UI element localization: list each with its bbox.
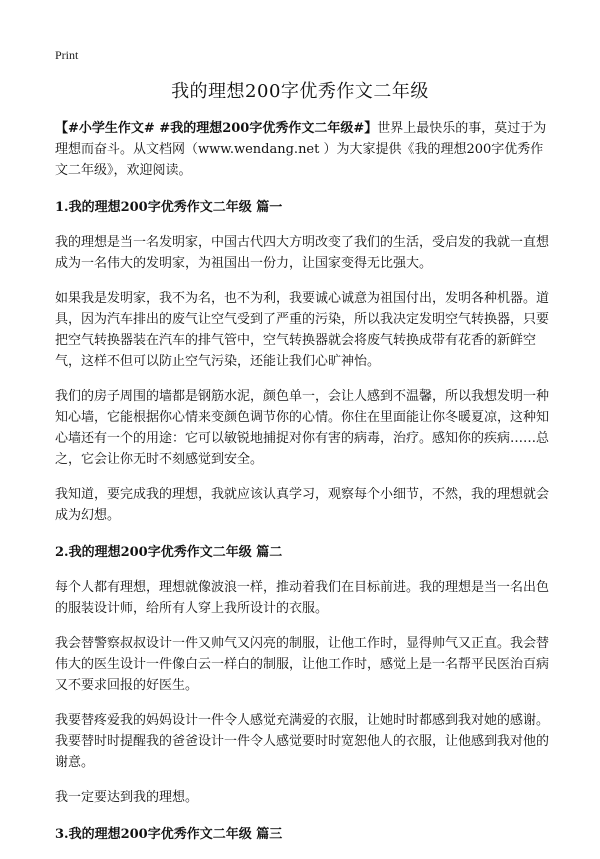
section-paragraph: 每个人都有理想，理想就像波浪一样，推动着我们在目标前进。我的理想是当一名出色的服装设计师，给所有人穿上我所设计的衣服。 xyxy=(55,580,550,616)
intro-paragraph xyxy=(55,118,550,181)
section-paragraph: 我会替警察叔叔设计一件又帅气又闪亮的制服，让他工作时，显得帅气又正直。我会替伟大的医生设计一件像白云一样白的制服，让他工作时，感觉上是一名帮平民医治百病又不要求回报的好医生。 xyxy=(55,636,550,693)
section-paragraph: 我们的房子周围的墙都是钢筋水泥，颜色单一，会让人感到不温馨，所以我想发明一种知心墙，它能根据你心情来变颜色调节你的心情。你住在里面能让你冬暖夏凉，这种知心墙还有一个的用途：它可以敏锐地捕捉对你有害的病毒，治疗。感知你的疾病……总之，它会让你无时不刻感觉到安全。 xyxy=(55,389,550,467)
section-paragraph: 我要替疼爱我的妈妈设计一件令人感觉充满爱的衣服，让她时时都感到我对她的感谢。我要替时时提醒我的爸爸设计一件令人感觉要时时宽恕他人的衣服，让他感到我对他的谢意。 xyxy=(55,713,550,770)
print-label[interactable]: Print xyxy=(55,48,79,62)
article-body xyxy=(55,118,550,859)
section-paragraph: 我一定要达到我的理想。 xyxy=(55,790,199,805)
section-title: 2.我的理想200字优秀作文二年级 篇二 xyxy=(55,545,283,560)
intro-text: 世界上最快乐的事，莫过于为理想而奋斗。从文档网（www.wendang.net ）为大家提供《我的理想200字优秀作文二年级》，欢迎阅读。 xyxy=(55,121,547,178)
section-title: 1.我的理想200字优秀作文二年级 篇一 xyxy=(55,200,283,215)
document-title: 我的理想200字优秀作文二年级 xyxy=(171,81,429,102)
section-3 xyxy=(55,824,550,845)
section-paragraph: 如果我是发明家，我不为名，也不为利，我要诚心诚意为祖国付出，发明各种机器。道具，因为汽车排出的废气让空气受到了严重的污染，所以我决定发明空气转换器，只要把空气转换器装在汽车的排气管中，空气转换器就会将废气转换成带有花香的新鲜空气，这样不但可以防止空气污染，还能让我们心旷神怡。 xyxy=(55,291,550,369)
section-title: 3.我的理想200字优秀作文二年级 篇三 xyxy=(55,827,283,842)
intro-tag: 【#小学生作文# #我的理想200字优秀作文二年级#】 xyxy=(55,121,378,136)
section-2 xyxy=(55,542,550,808)
section-paragraph: 我的理想是当一名发明家，中国古代四大方明改变了我们的生活，受启发的我就一直想成为一名伟大的发明家，为祖国出一份力，让国家变得无比强大。 xyxy=(55,235,550,271)
section-paragraph: 我知道，要完成我的理想，我就应该认真学习，观察每个小细节，不然，我的理想就会成为幻想。 xyxy=(55,487,550,523)
section-1 xyxy=(55,197,550,526)
